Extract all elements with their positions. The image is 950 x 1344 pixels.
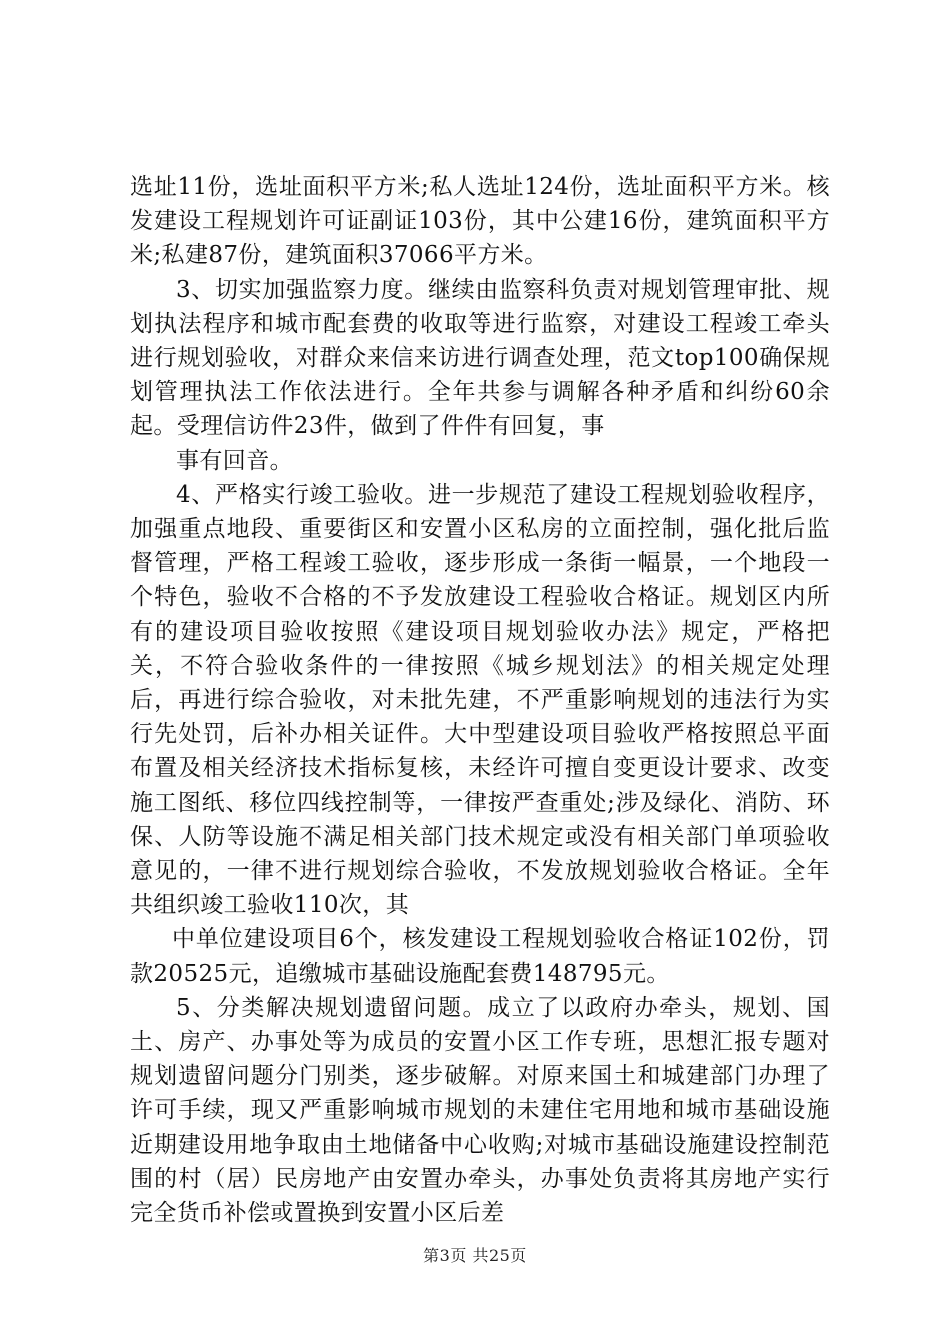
paragraph-6: 5、分类解决规划遗留问题。成立了以政府办牵头，规划、国土、房产、办事处等为成员的安置小区工作专班，思想汇报专题对规划遗留问题分门别类，逐步破解。对原来国土和城建部门办理了许可手续，现又严重影响城市规划的未建住宅用地和城市基础设施近期建设用地争取由土地储备中心收购;对城市基础设施建设控制范围的村（居）民房地产由安置办牵头，办事处负责将其房地产实行完全货币补偿或置换到安置小区后差 — [130, 994, 830, 1227]
paragraph-1: 选址11份，选址面积平方米;私人选址124份，选址面积平方米。核发建设工程规划许可证副证103份，其中公建16份，建筑面积平方米;私建87份，建筑面积37066平方米。 — [130, 174, 830, 269]
page-footer — [0, 1243, 950, 1266]
paragraph-4: 4、严格实行竣工验收。进一步规范了建设工程规划验收程序，加强重点地段、重要街区和安置小区私房的立面控制，强化批后监督管理，严格工程竣工验收，逐步形成一条街一幅景，一个地段一个特色，验收不合格的不予发放建设工程验收合格证。规划区内所有的建设项目验收按照《建设项目规划验收办法》规定，严格把关，不符合验收条件的一律按照《城乡规划法》的相关规定处理后，再进行综合验收，对未批先建，不严重影响规划的违法行为实行先处罚，后补办相关证件。大中型建设项目验收严格按照总平面布置及相关经济技术指标复核，未经许可擅自变更设计要求、改变施工图纸、移位四线控制等，一律按严查重处;涉及绿化、消防、环保、人防等设施不满足相关部门技术规定或没有相关部门单项验收意见的，一律不进行规划综合验收，不发放规划验收合格证。全年共组织竣工验收110次，其 — [130, 481, 830, 919]
paragraph-2: 3、切实加强监察力度。继续由监察科负责对规划管理审批、规划执法程序和城市配套费的收取等进行监察，对建设工程竣工牵头进行规划验收，对群众来信来访进行调查处理，范文top100确保规划管理执法工作依法进行。全年共参与调解各种矛盾和纠纷60余起。受理信访件23件，做到了件件有回复，事 — [130, 276, 830, 440]
paragraph-5: 中单位建设项目6个，核发建设工程规划验收合格证102份，罚款20525元，追缴城市基础设施配套费148795元。 — [130, 926, 830, 987]
document-body — [130, 170, 830, 1230]
paragraph-3: 事有回音。 — [176, 447, 293, 474]
page-number-label: 第3页 共25页 — [423, 1246, 527, 1265]
